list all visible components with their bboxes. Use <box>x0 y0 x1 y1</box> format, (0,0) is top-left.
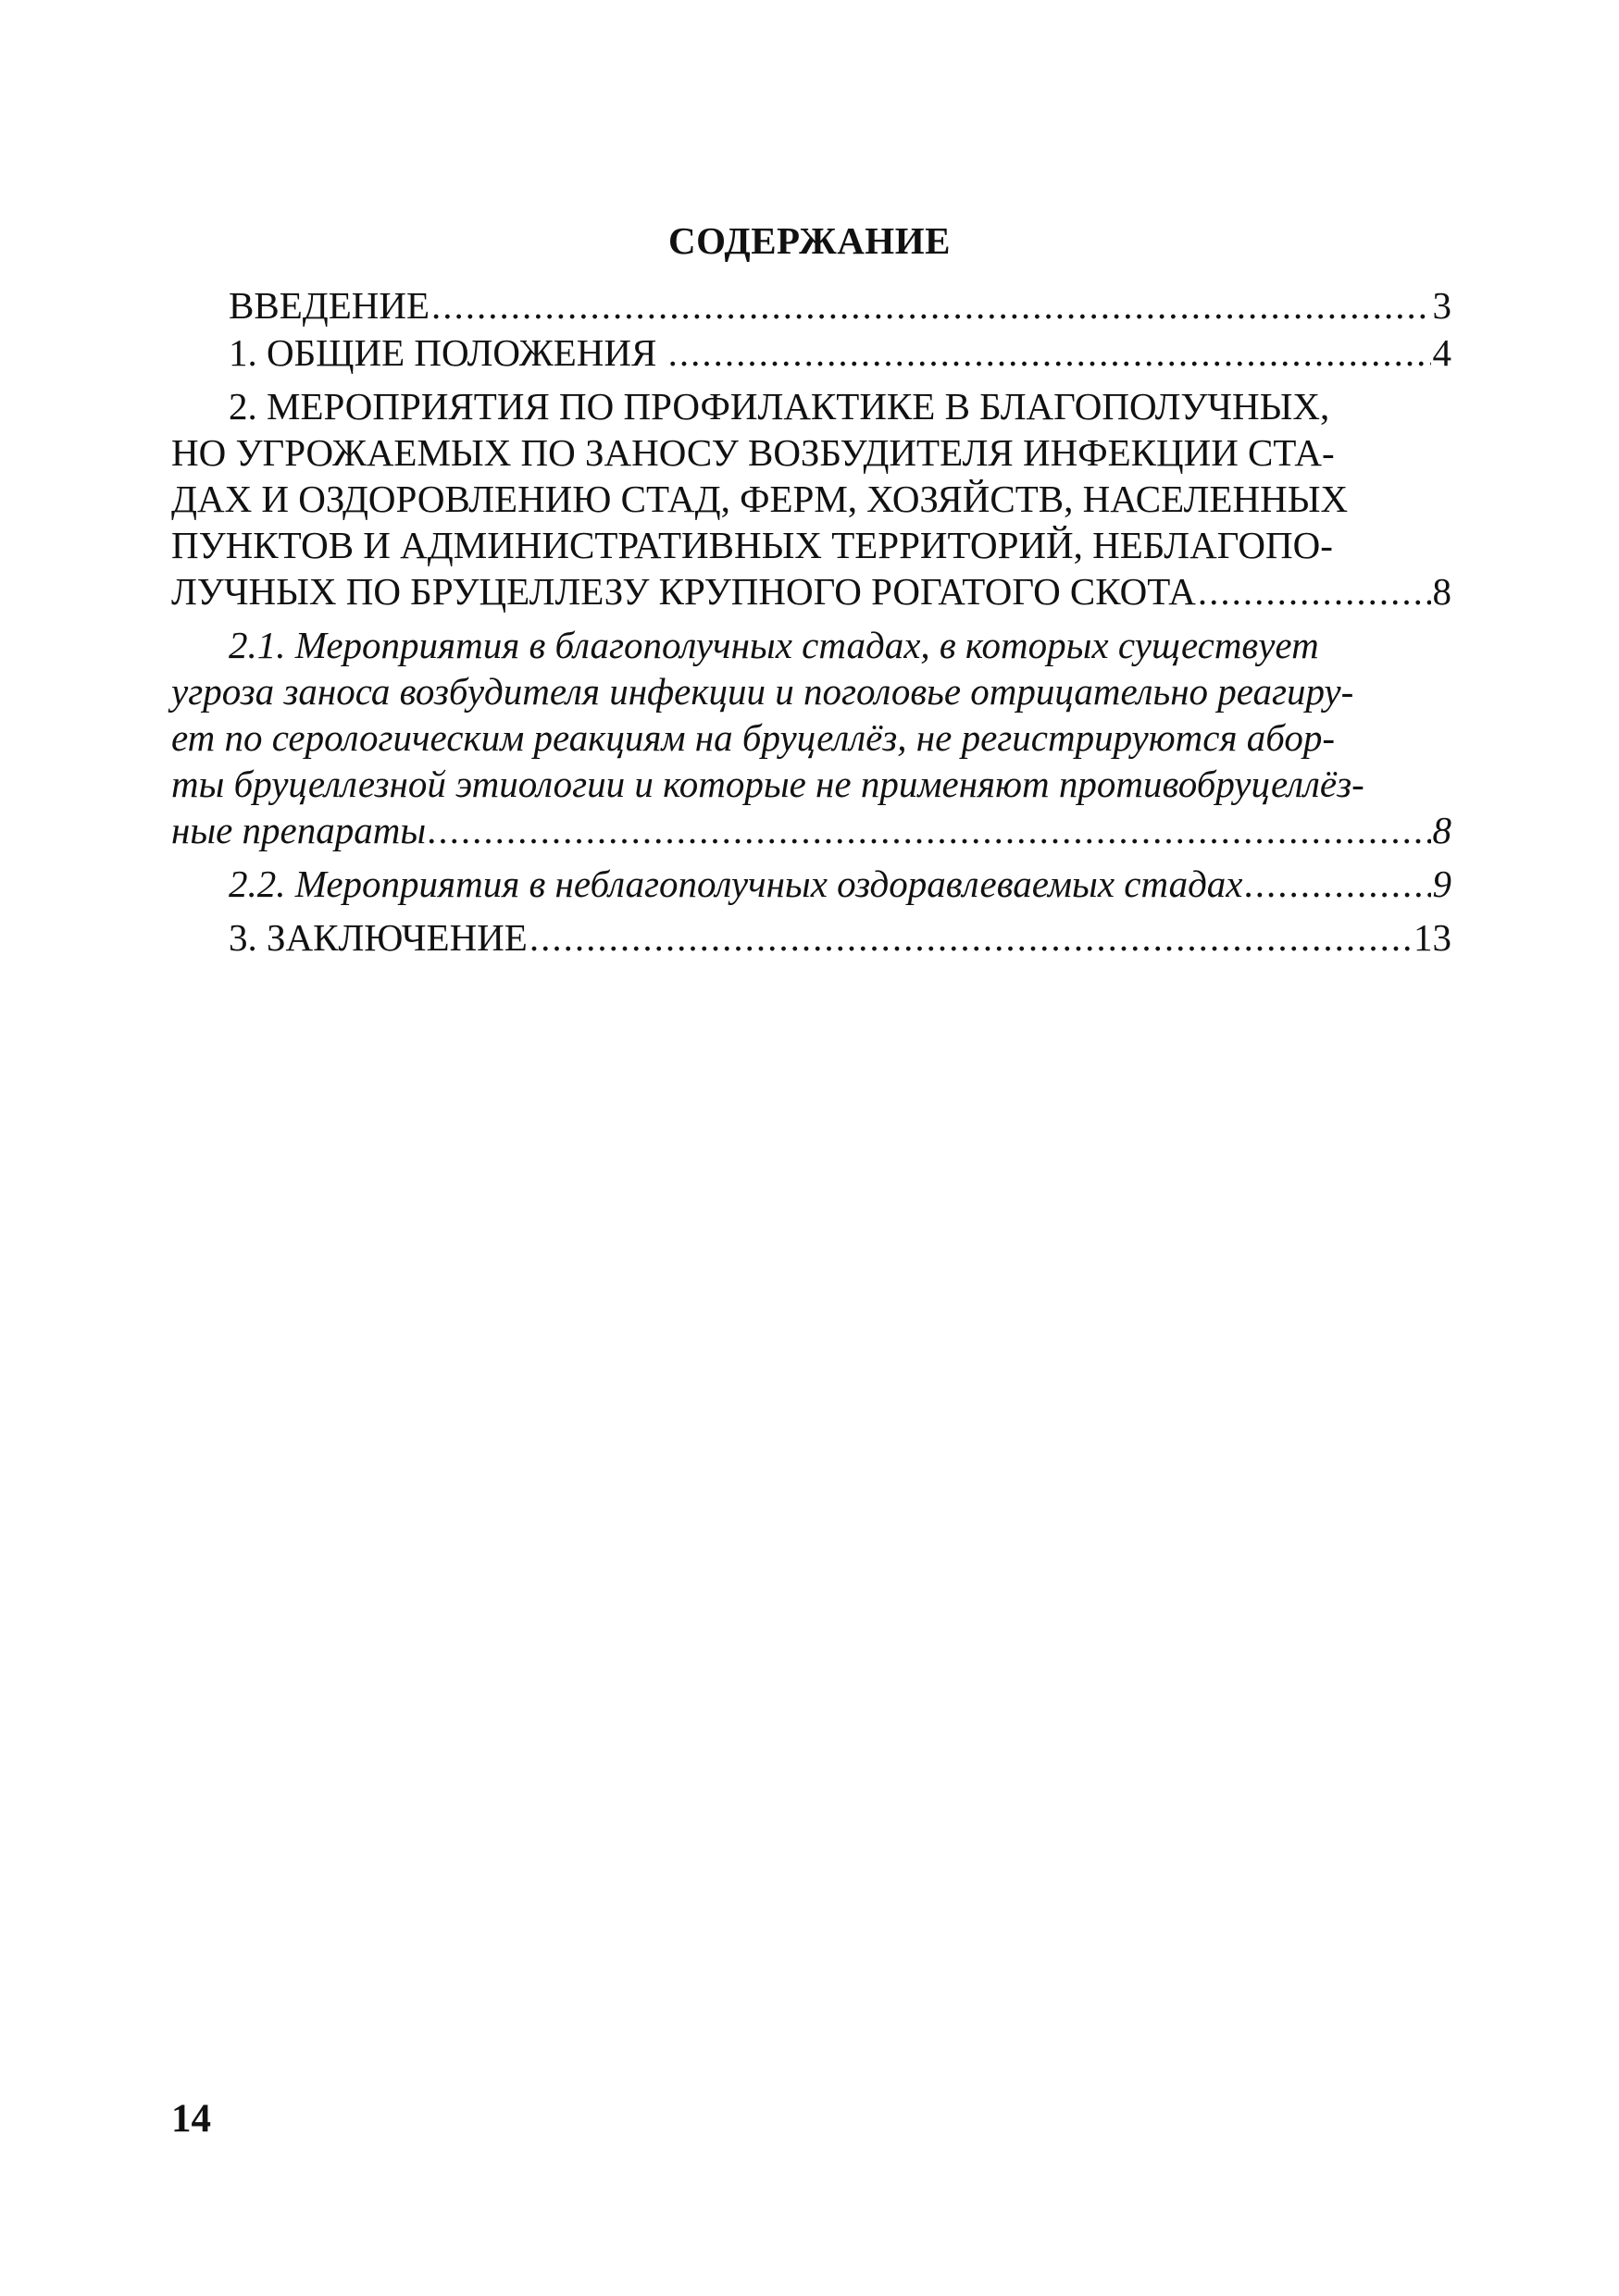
table-of-contents <box>171 282 1451 961</box>
toc-entry-safe-herds[interactable] <box>171 622 1451 853</box>
dot-leader <box>668 329 1431 376</box>
toc-entry-line: ет по серологическим реакциям на бруцеллёз, не регистрируются абор- <box>171 716 1336 759</box>
toc-entry-unsafe-herds[interactable] <box>171 861 1451 907</box>
toc-entry-label: ные препараты <box>171 809 427 851</box>
toc-entry-label: ВВЕДЕНИЕ <box>229 284 430 327</box>
toc-entry-introduction[interactable] <box>171 282 1451 329</box>
toc-entry-line: ты бруцеллезной этиологии и которые не применяют противобруцеллёз- <box>171 763 1364 805</box>
dot-leader <box>1198 568 1431 614</box>
toc-entry-conclusion[interactable] <box>171 914 1451 961</box>
toc-entry-label: 1. ОБЩИЕ ПОЛОЖЕНИЯ <box>229 331 666 374</box>
dot-leader <box>428 807 1430 853</box>
toc-entry-page: 9 <box>1432 863 1451 905</box>
toc-entry-label: 2.2. Мероприятия в неблагополучных оздоравлеваемых стадах <box>229 863 1243 905</box>
toc-entry-line: 2.1. Мероприятия в благополучных стадах, в которых существует <box>229 624 1319 666</box>
toc-entry-line: ПУНКТОВ И АДМИНИСТРАТИВНЫХ ТЕРРИТОРИЙ, НЕБЛАГОПО- <box>171 524 1333 566</box>
toc-entry-line: НО УГРОЖАЕМЫХ ПО ЗАНОСУ ВОЗБУДИТЕЛЯ ИНФЕКЦИИ СТА- <box>171 431 1335 474</box>
toc-entry-page: 13 <box>1414 916 1451 959</box>
toc-entry-general-provisions[interactable] <box>171 329 1451 376</box>
toc-entry-page: 4 <box>1432 331 1451 374</box>
toc-entry-page: 3 <box>1432 284 1451 327</box>
toc-title: СОДЕРЖАНИЕ <box>668 219 951 262</box>
toc-entry-label: 3. ЗАКЛЮЧЕНИЕ <box>229 916 528 959</box>
toc-entry-label: ЛУЧНЫХ ПО БРУЦЕЛЛЕЗУ КРУПНОГО РОГАТОГО СКОТА <box>171 570 1196 613</box>
toc-entry-line: ДАХ И ОЗДОРОВЛЕНИЮ СТАД, ФЕРМ, ХОЗЯЙСТВ, НАСЕЛЕННЫХ <box>171 478 1349 520</box>
dot-leader <box>529 914 1412 961</box>
toc-entry-page: 8 <box>1432 570 1451 613</box>
dot-leader <box>431 282 1430 329</box>
toc-entry-prevention-measures[interactable] <box>171 383 1451 614</box>
page-number: 14 <box>171 2097 211 2141</box>
toc-entry-page: 8 <box>1432 809 1451 851</box>
toc-entry-line: 2. МЕРОПРИЯТИЯ ПО ПРОФИЛАКТИКЕ В БЛАГОПОЛУЧНЫХ, <box>229 385 1330 428</box>
dot-leader <box>1245 861 1431 907</box>
toc-entry-line: угроза заноса возбудителя инфекции и поголовье отрицательно реагиру- <box>171 670 1354 713</box>
